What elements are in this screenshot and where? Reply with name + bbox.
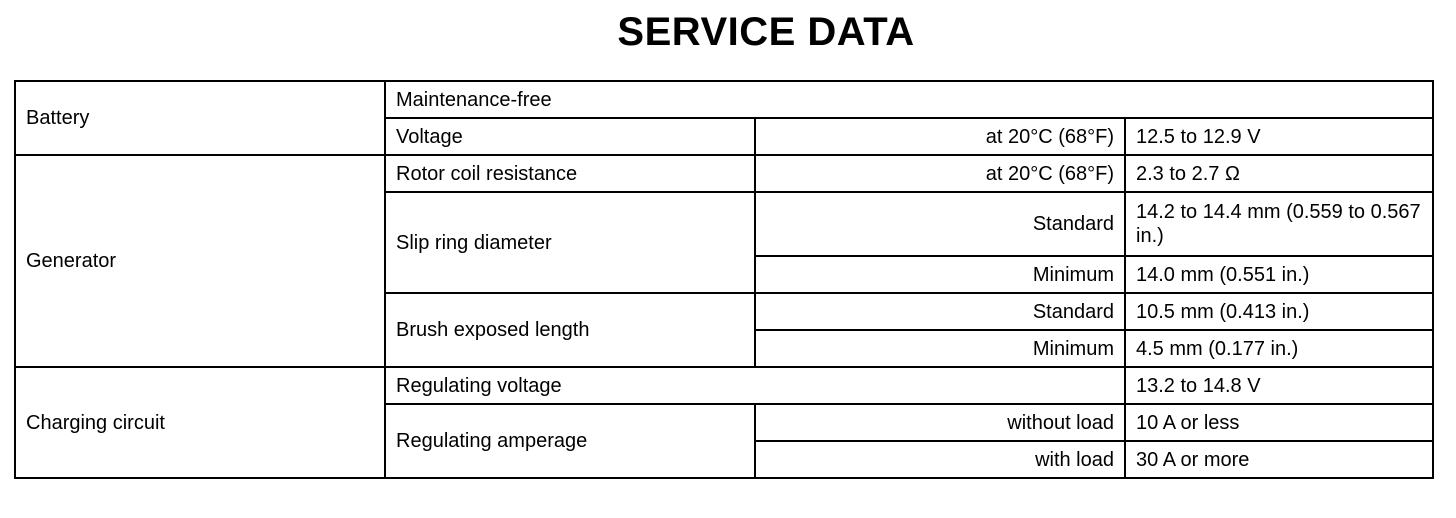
value-cell: 14.2 to 14.4 mm (0.559 to 0.567 in.) [1125,192,1433,256]
item-cell: Slip ring diameter [385,192,755,293]
system-cell-generator: Generator [15,155,385,367]
condition-cell: at 20°C (68°F) [755,118,1125,155]
condition-cell: with load [755,441,1125,478]
item-cell: Rotor coil resistance [385,155,755,192]
value-cell: 10.5 mm (0.413 in.) [1125,293,1433,330]
value-cell: 2.3 to 2.7 Ω [1125,155,1433,192]
value-cell: 4.5 mm (0.177 in.) [1125,330,1433,367]
condition-cell: Minimum [755,256,1125,293]
table-row [15,367,1433,404]
table-row [15,155,1433,192]
value-cell: 12.5 to 12.9 V [1125,118,1433,155]
value-cell: 13.2 to 14.8 V [1125,367,1433,404]
condition-cell: Standard [755,192,1125,256]
item-cell: Regulating amperage [385,404,755,478]
value-cell: 10 A or less [1125,404,1433,441]
value-cell: 30 A or more [1125,441,1433,478]
condition-cell: Standard [755,293,1125,330]
value-cell: 14.0 mm (0.551 in.) [1125,256,1433,293]
system-cell-battery: Battery [15,81,385,155]
condition-cell: Minimum [755,330,1125,367]
page-title: SERVICE DATA [617,10,915,54]
condition-cell: at 20°C (68°F) [755,155,1125,192]
service-data-table [14,80,1434,479]
item-cell: Voltage [385,118,755,155]
condition-cell: without load [755,404,1125,441]
item-cell: Brush exposed length [385,293,755,367]
item-cell: Regulating voltage [385,367,1125,404]
battery-type-cell: Maintenance-free [385,81,1433,118]
system-cell-charging-circuit: Charging circuit [15,367,385,478]
table-row [15,81,1433,118]
